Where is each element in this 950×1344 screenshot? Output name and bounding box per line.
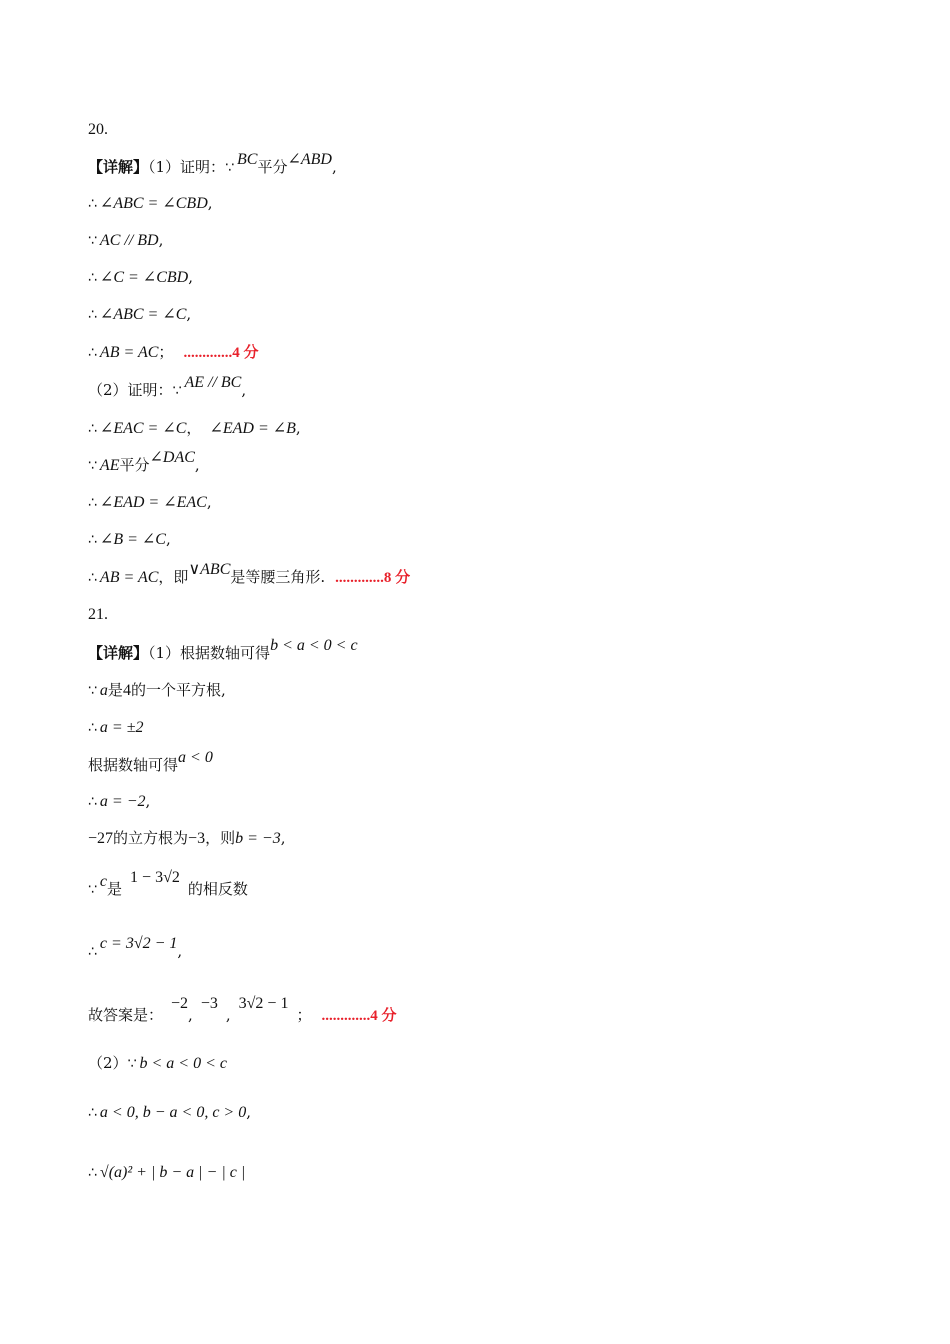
q21-line-4: 根据数轴可得a < 0	[88, 749, 213, 774]
therefore-icon: ∴	[88, 307, 97, 323]
therefore-icon: ∴	[88, 421, 97, 437]
therefore-icon: ∴	[88, 944, 97, 960]
q21-line-9: 故答案是：−2,−3,3√2 − 1； .............4 分	[88, 995, 397, 1024]
q21-line-12: ∴ √(a)² + | b − a | − | c |	[88, 1164, 246, 1181]
therefore-icon: ∴	[88, 532, 97, 548]
q21-line-2: ∵ a是4的一个平方根,	[88, 681, 226, 699]
score-marker: .............8 分	[335, 570, 411, 586]
q20-line-4: ∴ ∠C = ∠CBD,	[88, 268, 193, 286]
q20-line-3: ∵ AC // BD,	[88, 231, 164, 249]
q21-line-3: ∴ a = ±2	[88, 719, 144, 736]
therefore-icon: ∴	[88, 495, 97, 511]
q20-line-12: ∴ AB = AC，即∨ABC是等腰三角形. .............8 分	[88, 561, 411, 586]
therefore-icon: ∴	[88, 270, 97, 286]
q20-line-9: ∵ AE平分∠DAC,	[88, 449, 200, 474]
q21-line-6: −27的立方根为−3，则b = −3,	[88, 829, 286, 847]
because-icon: ∵	[88, 458, 97, 474]
because-icon: ∵	[88, 233, 97, 249]
because-icon: ∵	[88, 882, 97, 898]
therefore-icon: ∴	[88, 1165, 97, 1181]
therefore-icon: ∴	[88, 570, 97, 586]
therefore-icon: ∴	[88, 1105, 97, 1121]
q21-line-7: ∵ c是1 − 3√2的相反数	[88, 869, 248, 898]
q21-line-11: ∴ a < 0, b − a < 0, c > 0,	[88, 1103, 251, 1121]
because-icon: ∵	[88, 683, 97, 699]
q21-line-5: ∴ a = −2,	[88, 792, 151, 810]
q20-line-2: ∴ ∠ABC = ∠CBD,	[88, 194, 213, 212]
q21-line-8: ∴ c = 3√2 − 1,	[88, 935, 183, 960]
because-icon: ∵	[172, 383, 182, 399]
therefore-icon: ∴	[88, 794, 97, 810]
because-icon: ∵	[127, 1056, 137, 1072]
q21-line-1: 【详解】（1）根据数轴可得b < a < 0 < c	[88, 637, 358, 662]
therefore-icon: ∴	[88, 720, 97, 736]
score-marker: .............4 分	[183, 345, 259, 361]
therefore-icon: ∴	[88, 345, 97, 361]
because-icon: ∵	[225, 160, 234, 176]
score-marker: .............4 分	[321, 1008, 397, 1024]
q20-line-7: （2）证明：∵ AE // BC,	[88, 374, 247, 399]
q20-line-8: ∴ ∠EAC = ∠C， ∠EAD = ∠B,	[88, 419, 301, 437]
q21-line-10: （2）∵ b < a < 0 < c	[88, 1054, 227, 1072]
q20-line-1: 【详解】（1）证明：∵ BC平分∠ABD,	[88, 151, 337, 176]
detail-label: 【详解】	[88, 158, 149, 176]
q20-line-11: ∴ ∠B = ∠C,	[88, 530, 171, 548]
q20-line-6: ∴ AB = AC； .............4 分	[88, 343, 259, 361]
q20-line-10: ∴ ∠EAD = ∠EAC,	[88, 493, 212, 511]
question-20-number: 20.	[88, 121, 108, 138]
q20-line-5: ∴ ∠ABC = ∠C,	[88, 305, 192, 323]
therefore-icon: ∴	[88, 196, 97, 212]
question-21-number: 21.	[88, 606, 108, 623]
detail-label: 【详解】	[88, 644, 149, 662]
